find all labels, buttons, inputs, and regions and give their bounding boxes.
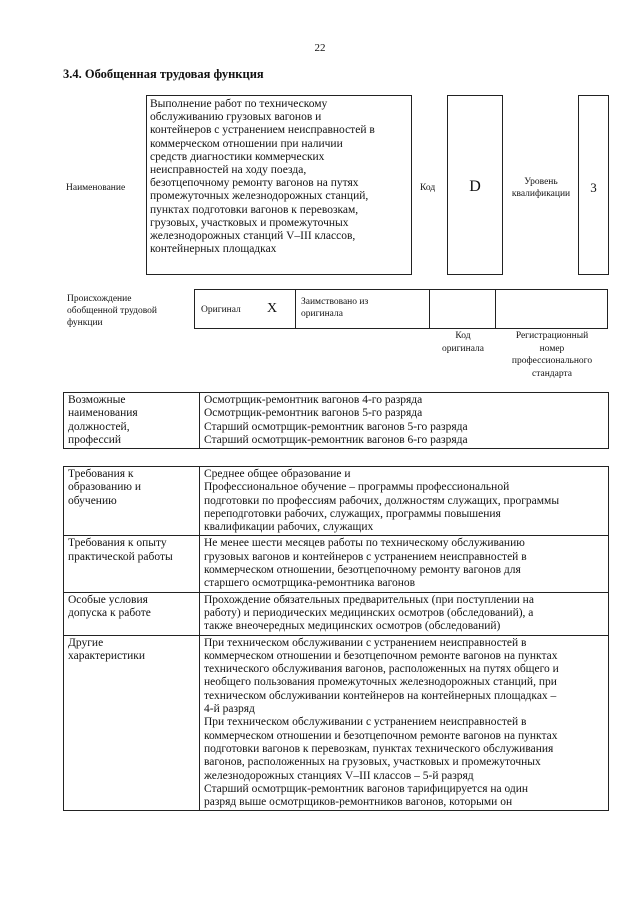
- other-characteristics-value: При техническом обслуживании с устранением неисправностей в коммерческом отношении и безотцепочном ремонте вагонов на пунктах технического обслуживания вагонов, расположенных на путях общего и необщего пользования промежуточных железнодорожных станций, при техническом обслуживании контейнеров на контейнерных площадках – 4-й разряд При техническом обслуживании с устранением неисправностей в коммерческом отношении и безотцепочном ремонте вагонов на пунктах подготовки вагонов к перевозкам, пунктах технического обслуживания вагонов, расположенных на грузовых, участковых и промежуточных железнодорожных станциях V–III классов – 5-й разряд Старший осмотрщик-ремонтник вагонов тарифицируется на один разряд выше осмотрщиков-ремонтников вагонов, которыми он: [200, 635, 609, 811]
- special-conditions-value: Прохождение обязательных предварительных (при поступлении на работу) и периодических медицинских осмотров (обследований), а также внеочередных медицинских осмотров (обследований): [200, 592, 609, 635]
- other-characteristics-label: Другие характеристики: [64, 635, 200, 811]
- page-number: 22: [314, 42, 326, 54]
- origin-label: Происхождение обобщенной трудовой функции: [67, 294, 157, 328]
- code-label: Код: [420, 183, 436, 193]
- table-row: [64, 592, 609, 635]
- level-box: [578, 95, 609, 275]
- name-label: Наименование: [66, 183, 126, 193]
- level-value: 3: [590, 180, 597, 195]
- experience-value: Не менее шести месяцев работы по техническому обслуживанию грузовых вагонов и контейнеров с устранением неисправностей в коммерческом отношении, безотцепочному ремонту вагонов для старшего осмотрщика-ремонтника вагонов: [200, 536, 609, 592]
- table-row: [64, 536, 609, 592]
- special-conditions-label: Особые условия допуска к работе: [64, 592, 200, 635]
- section-title: 3.4. Обобщенная трудовая функция: [63, 67, 264, 81]
- positions-table: [63, 392, 609, 449]
- borrowed-label: Заимствовано из оригинала: [301, 297, 369, 319]
- table-row: [64, 467, 609, 536]
- gtf-name-value: Выполнение работ по техническому обслуживанию грузовых вагонов и контейнеров с устранением неисправностей в коммерческом отношении при наличии средств диагностики коммерческих неисправностей на ходу поезда, безотцепочному ремонту вагонов на путях промежуточных железнодорожных станций, пунктах подготовки вагонов к перевозкам, грузовых, участковых и промежуточных железнодорожных станций V–III классов, контейнерных площадках: [146, 95, 412, 275]
- education-label: Требования к образованию и обучению: [64, 467, 200, 536]
- code-caption: Код оригинала: [442, 331, 484, 354]
- position-item: Осмотрщик-ремонтник вагонов 5-го разряда: [204, 407, 423, 420]
- original-code-cell: [429, 289, 496, 329]
- borrowed-cell: [295, 289, 430, 329]
- original-label: Оригинал: [201, 305, 241, 315]
- experience-label: Требования к опыту практической работы: [64, 536, 200, 592]
- position-item: Осмотрщик-ремонтник вагонов 4-го разряда: [204, 394, 423, 406]
- position-item: Старший осмотрщик-ремонтник вагонов 5-го разряда: [204, 420, 468, 433]
- original-cell: [194, 289, 296, 329]
- table-row: [64, 635, 609, 811]
- positions-list: [200, 393, 609, 449]
- code-box: [447, 95, 503, 275]
- reg-number-cell: [495, 289, 608, 329]
- code-value: D: [469, 178, 481, 195]
- original-mark: X: [267, 301, 278, 316]
- requirements-table: [63, 466, 609, 811]
- reg-caption: Регистрационный номер профессионального стандарта: [511, 331, 593, 379]
- positions-label: Возможные наименования должностей, профессий: [64, 393, 200, 449]
- level-label: Уровень квалификации: [511, 177, 571, 199]
- education-value: Среднее общее образование и Профессиональное обучение – программы профессиональной подготовки по профессиям рабочих, должностям служащих, программы переподготовки рабочих, служащих, программы повышения квалификации рабочих, служащих: [200, 467, 609, 536]
- position-item: Старший осмотрщик-ремонтник вагонов 6-го разряда: [204, 433, 468, 446]
